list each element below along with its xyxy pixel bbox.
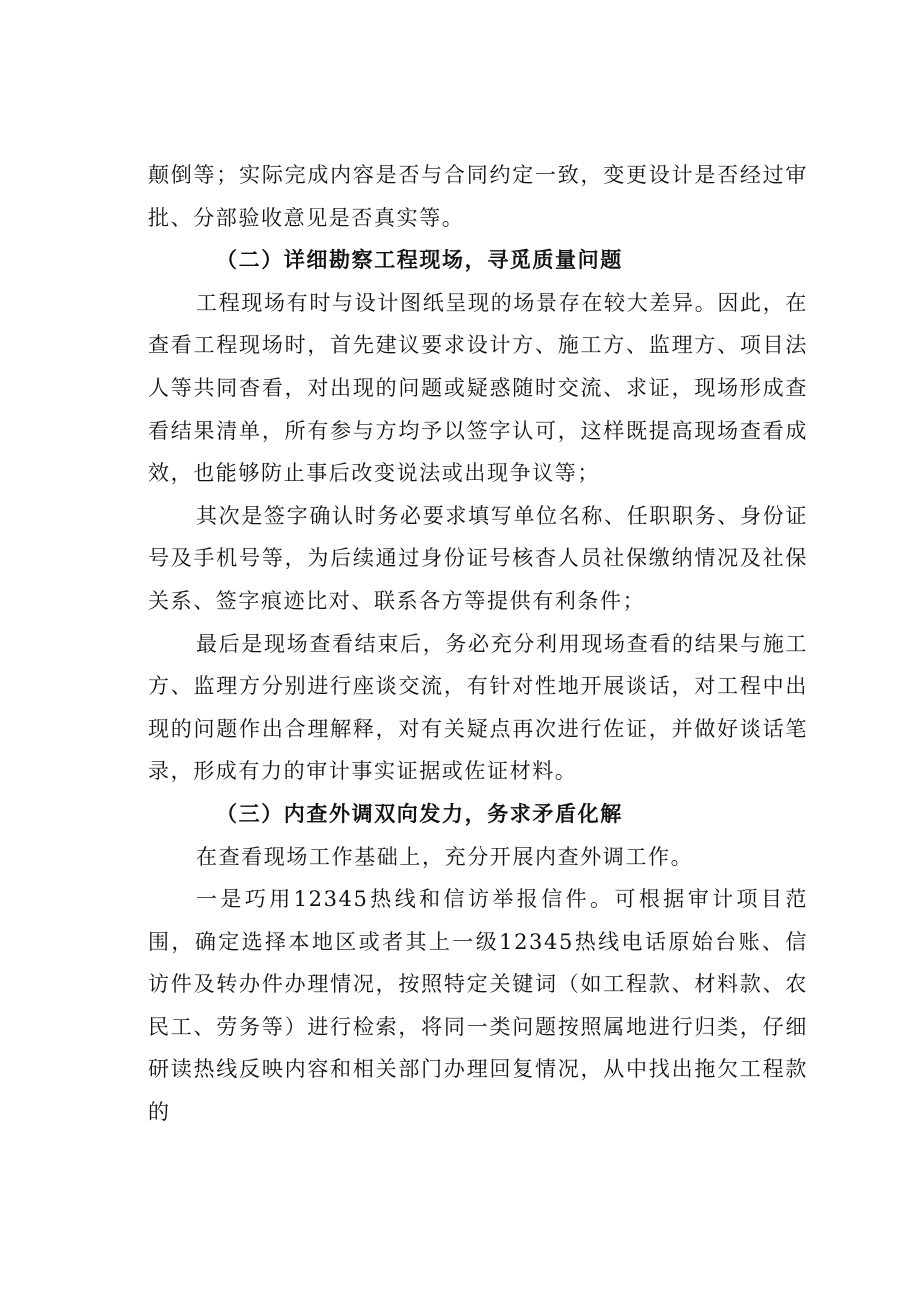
body-paragraph-site-inspection: 工程现场有时与设计图纸呈现的场景存在较大差异。因此，在查看工程现场时，首先建议要求设计方、施工方、监理方、项目法人等共同杳看，对出现的问题或疑惑随时交流、求证，现场形成查看结果清单，所有参与方均予以签字认可，这样既提高现场查看成效，也能够防止事后改变说法或出现争议等；	[148, 290, 808, 486]
section-heading-3: （三）内查外调双向发力，务求矛盾化解	[216, 800, 623, 826]
body-paragraph-continued: 颠倒等；实际完成内容是否与合同约定一致，变更设计是否经过审批、分部验收意见是否真实等。	[148, 163, 808, 230]
body-paragraph-hotline: 一是巧用12345热线和信访举报信件。可根据审计项目范围，确定选择本地区或者其上一级12345热线电话原始台账、信访件及转办件办理情况，按照特定关键词（如工程款、材料款、农民工、劳务等）进行检索，将同一类问题按照属地进行归类，仔细研读热线反映内容和相关部门办理回复情况，从中找出拖欠工程款的	[148, 887, 808, 1125]
body-paragraph-signature: 其次是签字确认时务必要求填写单位名称、任职职务、身份证号及手机号等，为后续通过身份证号核杳人员社保缴纳情况及社保关系、签字痕迹比对、联系各方等提供有利条件；	[148, 503, 808, 613]
body-paragraph-interview: 最后是现场查看结束后，务必充分利用现场查看的结果与施工方、监理方分别进行座谈交流，有针对性地开展谈话，对工程中出现的问题作出合理解释，对有关疑点再次进行佐证，并做好谈话笔录，形成有力的审计事实证据或佐证材料。	[148, 631, 808, 784]
body-paragraph-internal-external: 在查看现场工作基础上，充分开展内查外调工作。	[196, 844, 694, 869]
document-body	[148, 154, 808, 1134]
section-heading-2: （二）详细勘察工程现场，寻觅质量问题	[216, 247, 623, 273]
